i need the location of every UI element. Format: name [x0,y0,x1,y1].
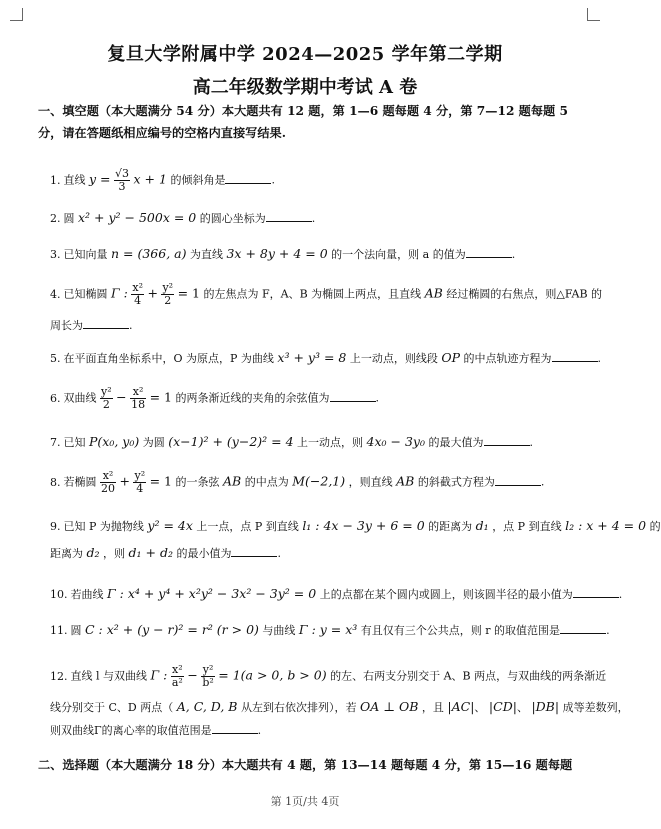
question-11: 11. 圆 C : x² + (y − r)² = r² (r > 0) 与曲线 Γ : y = x³ 有且仅有三个公共点，则 r 的取值范围是 . [50,622,610,637]
question-3: 3. 已知向量 n = (366, a) 为直线 3x + 8y + 4 = 0 的一个法向量，则 a 的值为 . [50,246,516,261]
question-7: 7. 已知 P(x₀, y₀) 为圆 (x−1)² + (y−2)² = 4 上一动点，则 4x₀ − 3y₀ 的最大值为 . [50,434,534,449]
fraction: $\frac{√3}{3}$ [115,167,130,193]
crop-mark-top-right [587,8,600,21]
answer-blank[interactable] [330,390,376,402]
question-1: 1. 直线 y = $\frac{√3}{3}$ x + 1 的倾斜角是 . [50,167,275,193]
answer-blank[interactable] [573,586,619,598]
question-8: 8. 若椭圆 $\frac{\text{x²}}{20}$ + $\frac{\text{y²}}{4}$ = 1 的一条弦 AB 的中点为 M(−2,1) ，则直线 AB 的斜截式方程为 . [50,469,545,495]
page-number: 第 1页/共 4页 [270,795,340,808]
answer-blank[interactable] [552,350,598,362]
answer-blank[interactable] [212,722,258,734]
answer-blank[interactable] [495,474,541,486]
answer-blank[interactable] [231,545,277,557]
answer-blank[interactable] [484,434,530,446]
answer-blank[interactable] [266,210,312,222]
question-12: 12. 直线 l 与双曲线 Γ : $\frac{\text{x²}}{\text{a²}}$ − $\frac{\text{y²}}{\text{b²}}$ = 1(a > 0, b > 0) 的左、右两支分别交于 A、B 两点，与双曲线的两条渐近 线分别交于 C、D 两点（ A, C, D, B 从左到右依次排列），若 OA ⊥ OB ，且 |AC|、 |CD|、 |DB| 成等差数列， 则双曲线Γ的离心率的取值范围是 . [50,663,629,737]
question-9: 9. 已知 P 为抛物线 y² = 4x 上一点，点 P 到直线 l₁ : 4x − 3y + 6 = 0 的距离为 d₁ ，点 P 到直线 l₂ : x + 4 = 0 的 距离为 d₂ ，则 d₁ + d₂ 的最小值为 . [50,518,661,560]
question-6: 6. 双曲线 $\frac{\text{y²}}{2}$ − $\frac{\text{x²}}{18}$ = 1 的两条渐近线的夹角的余弦值为 . [50,385,380,411]
question-2: 2. 圆 x² + y² − 500x = 0 的圆心坐标为 . [50,210,316,225]
answer-blank[interactable] [560,622,606,634]
crop-mark-top-left [10,8,23,21]
exam-title: 复旦大学附属中学 2024—2025 学年第二学期 [107,44,503,65]
exam-subtitle: 高二年级数学期中考试 A 卷 [192,77,418,98]
answer-blank[interactable] [225,172,271,184]
section2-instructions: 二、选择题（本大题满分 18 分）本大题共有 4 题，第 13—14 题每题 4 分，第 15—16 题每题 [38,758,573,772]
question-4: 4. 已知椭圆 Γ : $\frac{\text{x²}}{4}$ + $\frac{\text{y²}}{2}$ = 1 的左焦点为 F，A、B 为椭圆上两点，且直线 AB 经过椭圆的右焦点，则△FAB 的 周长为 . [50,281,603,332]
answer-blank[interactable] [466,246,512,258]
question-10: 10. 若曲线 Γ : x⁴ + y⁴ + x²y² − 3x² − 3y² = 0 上的点都在某个圆内或圆上，则该圆半径的最小值为 . [50,586,623,601]
section1-instructions: 一、填空题（本大题满分 54 分）本大题共有 12 题，第 1—6 题每题 4 分，第 7—12 题每题 5 分，请在答题纸相应编号的空格内直接写结果. [38,104,568,140]
answer-blank[interactable] [83,317,129,329]
question-5: 5. 在平面直角坐标系中，O 为原点，P 为曲线 x³ + y³ = 8 上一动点，则线段 OP 的中点轨迹方程为 . [50,350,602,365]
